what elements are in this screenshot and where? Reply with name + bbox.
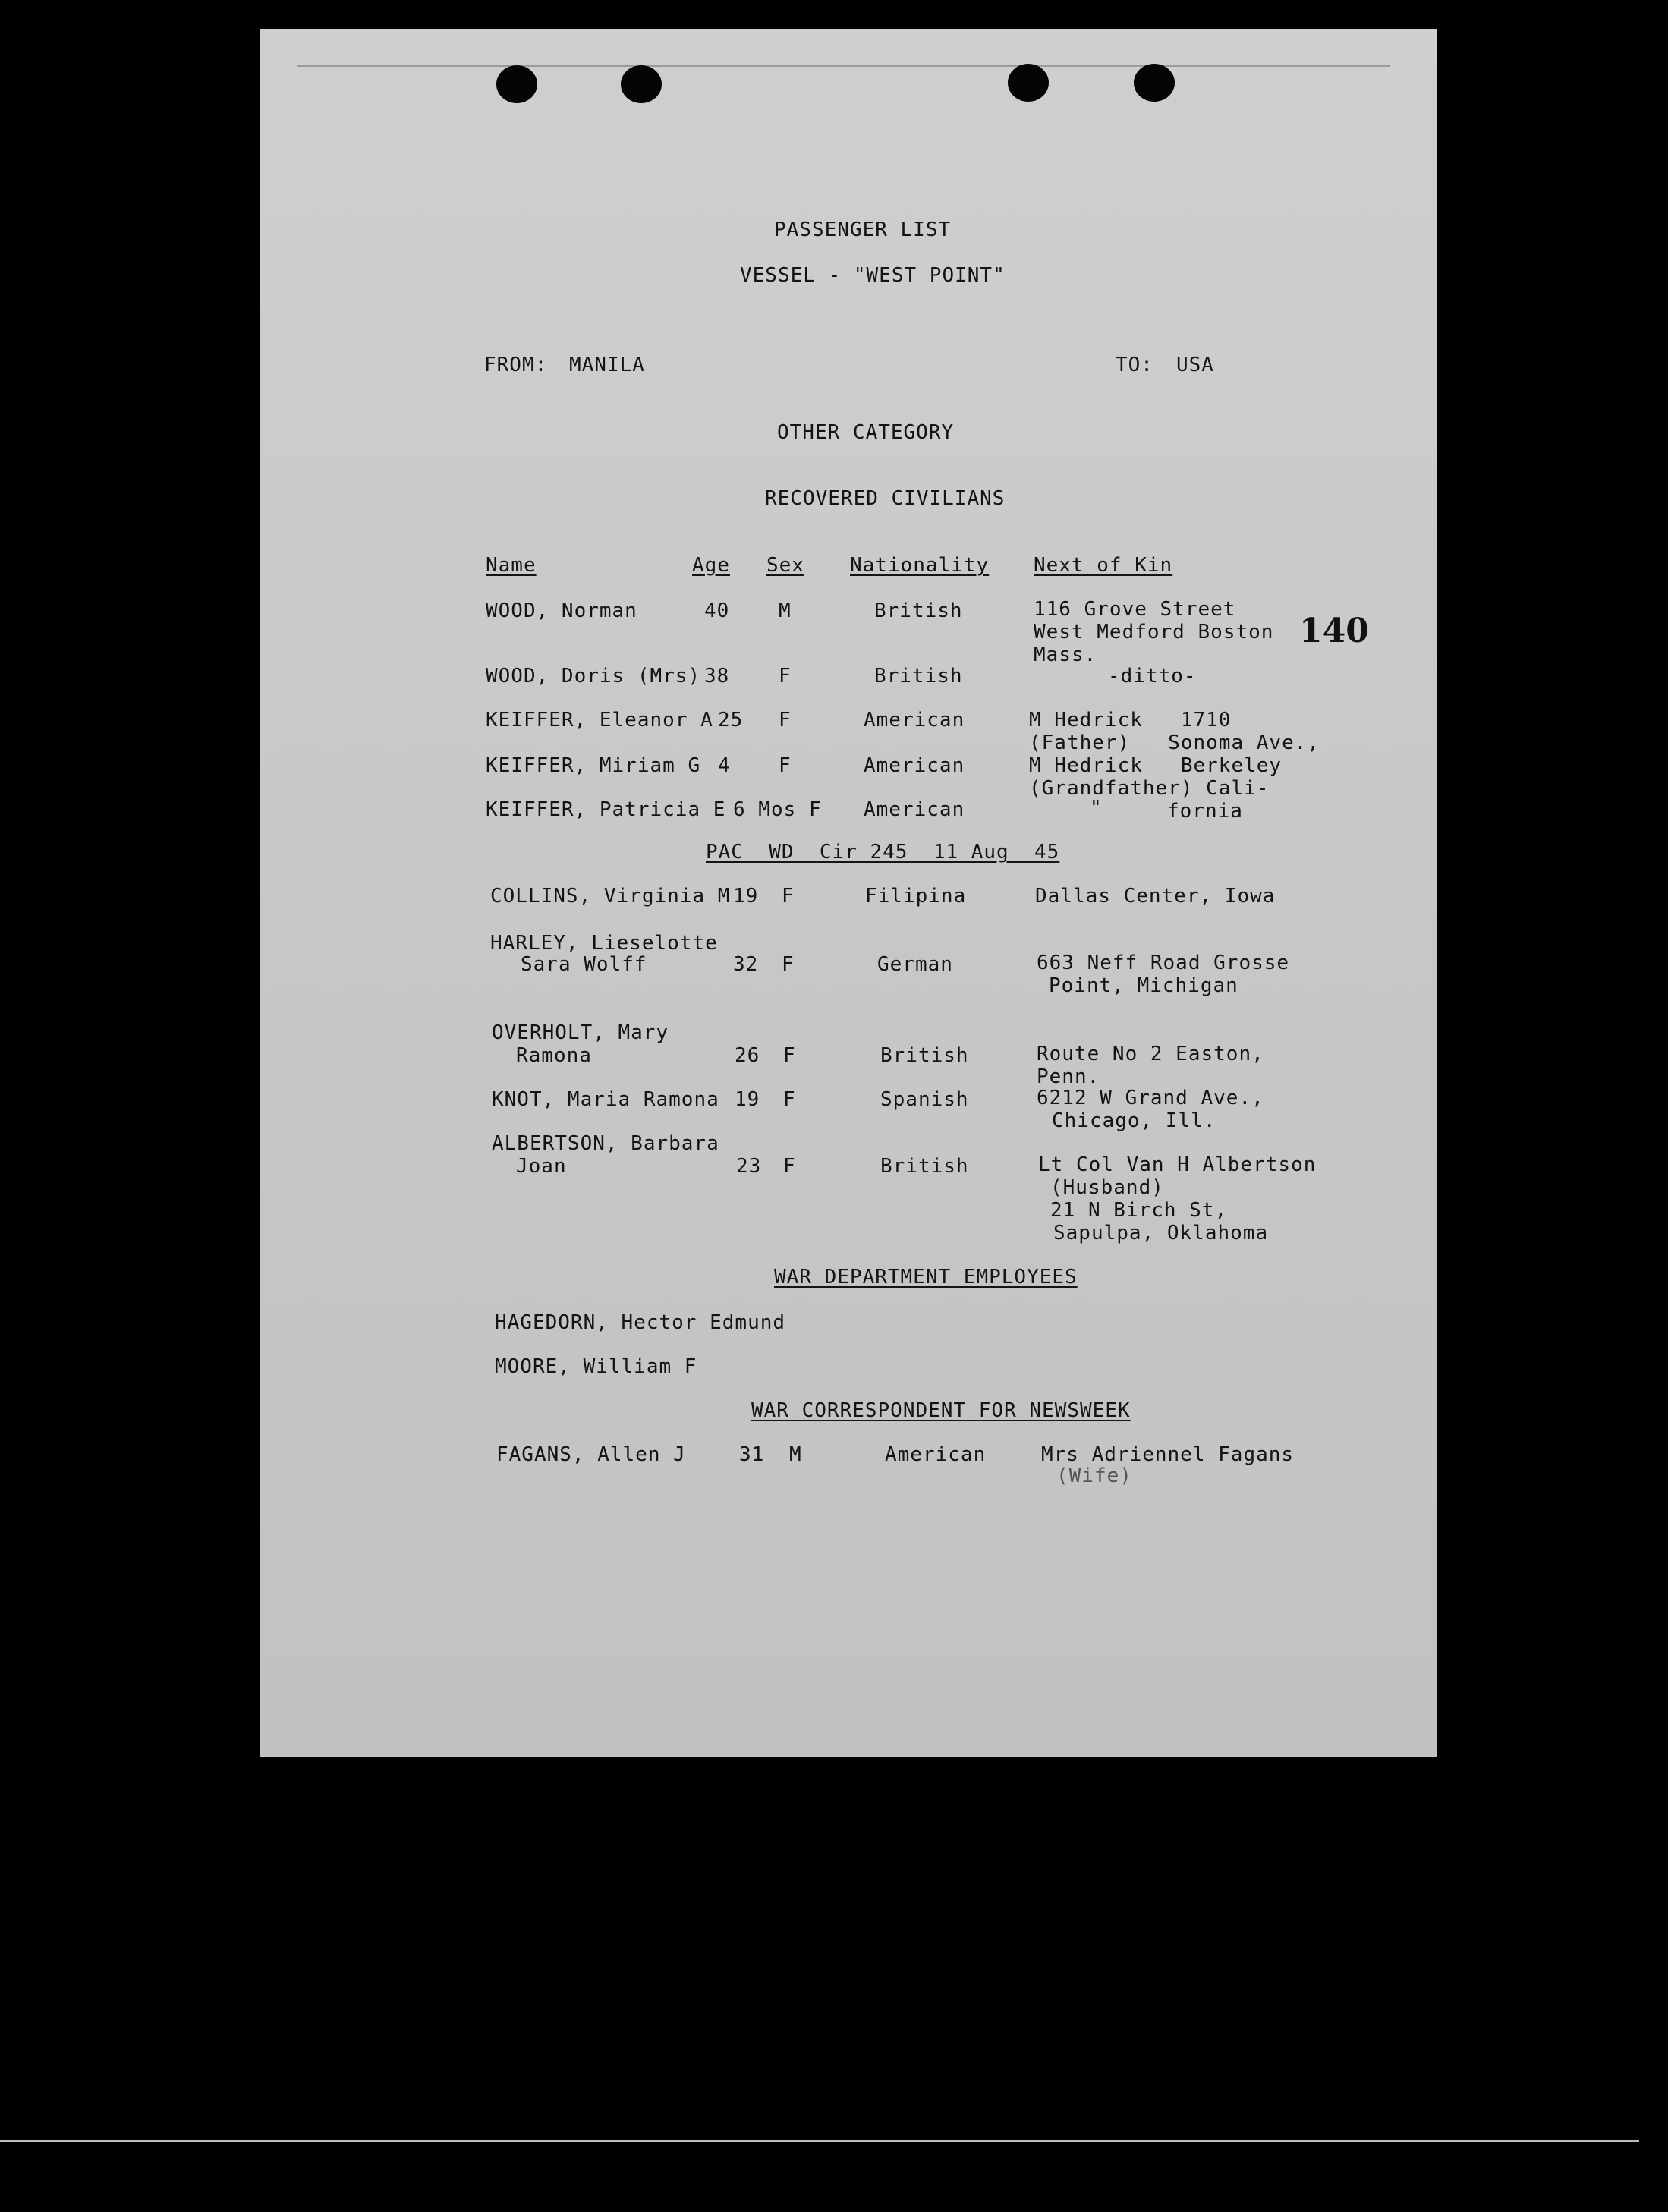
next-of-kin-line: (Father) Sonoma Ave., <box>1029 732 1320 754</box>
passenger-sex: F <box>783 1155 796 1178</box>
column-header-name: Name <box>486 554 537 577</box>
passenger-sex: M <box>789 1443 802 1466</box>
passenger-name: COLLINS, Virginia M <box>490 885 731 908</box>
next-of-kin-line: M Hedrick Berkeley <box>1029 754 1282 777</box>
next-of-kin-line: West Medford Boston <box>1034 621 1274 643</box>
passenger-name: WOOD, Doris (Mrs) <box>486 665 701 688</box>
passenger-name: OVERHOLT, Mary <box>492 1021 669 1044</box>
passenger-sex: F <box>782 885 795 908</box>
next-of-kin-line: -ditto- <box>1108 665 1197 688</box>
film-edge-rule <box>0 2140 1639 2142</box>
passenger-nationality: British <box>874 665 963 688</box>
passenger-name: KEIFFER, Miriam G <box>486 754 701 777</box>
passenger-nationality: American <box>864 709 965 732</box>
passenger-nationality: American <box>885 1443 987 1466</box>
passenger-name: ALBERTSON, Barbara <box>492 1132 719 1155</box>
next-of-kin-line: Sapulpa, Oklahoma <box>1053 1222 1269 1244</box>
punch-hole <box>496 65 537 103</box>
next-of-kin-line: fornia <box>1167 800 1243 823</box>
passenger-sex: M <box>779 599 792 622</box>
punch-hole <box>1008 64 1049 102</box>
passenger-nationality: British <box>874 599 963 622</box>
page-top-rule <box>297 65 1390 67</box>
passenger-name: FAGANS, Allen J <box>496 1443 686 1466</box>
next-of-kin-line: 116 Grove Street <box>1034 598 1236 621</box>
passenger-nationality: American <box>864 754 965 777</box>
punch-hole <box>621 65 662 103</box>
next-of-kin-line: (Husband) <box>1050 1176 1164 1199</box>
passenger-name: WOOD, Norman <box>486 599 637 622</box>
next-of-kin-line: Route No 2 Easton, <box>1037 1043 1264 1065</box>
passenger-age: 6 Mos <box>733 798 797 821</box>
passenger-name: Ramona <box>516 1044 592 1067</box>
passenger-name: KEIFFER, Patricia E <box>486 798 726 821</box>
passenger-sex: F <box>809 798 822 821</box>
circular-heading: PAC WD Cir 245 11 Aug 45 <box>706 841 1060 864</box>
column-header-nationality: Nationality <box>850 554 990 577</box>
passenger-age: 19 <box>735 1088 760 1111</box>
next-of-kin-line: Point, Michigan <box>1049 974 1238 997</box>
next-of-kin-line: Mrs Adriennel Fagans <box>1041 1443 1295 1466</box>
from-value: MANILA <box>569 354 645 376</box>
passenger-sex: F <box>782 953 795 976</box>
correspondent-heading: WAR CORRESPONDENT FOR NEWSWEEK <box>751 1399 1131 1422</box>
employee-name: MOORE, William F <box>495 1355 697 1378</box>
passenger-nationality: German <box>877 953 953 976</box>
passenger-age: 23 <box>736 1155 762 1178</box>
next-of-kin-line: Chicago, Ill. <box>1052 1109 1216 1132</box>
passenger-age: 19 <box>733 885 759 908</box>
column-header-age: Age <box>692 554 730 577</box>
passenger-age: 31 <box>739 1443 765 1466</box>
passenger-age: 25 <box>718 709 744 732</box>
next-of-kin-line: Penn. <box>1037 1065 1100 1088</box>
document-title: PASSENGER LIST <box>774 219 952 241</box>
subcategory-heading: RECOVERED CIVILIANS <box>765 487 1006 510</box>
passenger-nationality: Filipina <box>865 885 967 908</box>
vessel-line: VESSEL - "WEST POINT" <box>740 264 1006 287</box>
passenger-sex: F <box>783 1088 796 1111</box>
to-value: USA <box>1176 354 1214 376</box>
next-of-kin-line: Mass. <box>1034 643 1097 666</box>
column-header-sex: Sex <box>766 554 804 577</box>
punch-hole <box>1134 64 1175 102</box>
next-of-kin-line: M Hedrick 1710 <box>1029 709 1232 732</box>
column-header-next-of-kin: Next of Kin <box>1034 554 1173 577</box>
next-of-kin-line: (Wife) <box>1056 1465 1132 1487</box>
passenger-nationality: British <box>880 1044 969 1067</box>
passenger-name: KEIFFER, Eleanor A <box>486 709 713 732</box>
next-of-kin-line: 21 N Birch St, <box>1050 1199 1228 1222</box>
category-heading: OTHER CATEGORY <box>777 421 955 444</box>
war-department-heading: WAR DEPARTMENT EMPLOYEES <box>774 1266 1078 1288</box>
next-of-kin-line: (Grandfather) Cali- <box>1029 777 1270 800</box>
next-of-kin-line: 6212 W Grand Ave., <box>1037 1087 1264 1109</box>
passenger-sex: F <box>779 665 792 688</box>
next-of-kin-line: 663 Neff Road Grosse <box>1037 952 1290 974</box>
passenger-sex: F <box>779 754 792 777</box>
to-label: TO: <box>1116 354 1153 376</box>
passenger-sex: F <box>783 1044 796 1067</box>
from-label: FROM: <box>484 354 548 376</box>
next-of-kin-line: Lt Col Van H Albertson <box>1038 1153 1317 1176</box>
passenger-age: 4 <box>718 754 731 777</box>
next-of-kin-line: Dallas Center, Iowa <box>1035 885 1276 908</box>
passenger-name: Joan <box>516 1155 567 1178</box>
passenger-age: 38 <box>704 665 730 688</box>
passenger-name: HARLEY, Lieselotte <box>490 932 718 955</box>
passenger-age: 32 <box>733 953 759 976</box>
passenger-nationality: Spanish <box>880 1088 969 1111</box>
page-number: 140 <box>1299 612 1369 650</box>
passenger-nationality: British <box>880 1155 969 1178</box>
passenger-name: Sara Wolff <box>521 953 647 976</box>
passenger-age: 40 <box>704 599 730 622</box>
passenger-nationality: American <box>864 798 965 821</box>
passenger-name: KNOT, Maria Ramona <box>492 1088 719 1111</box>
employee-name: HAGEDORN, Hector Edmund <box>495 1311 786 1334</box>
next-of-kin-line: " <box>1090 797 1103 820</box>
passenger-sex: F <box>779 709 792 732</box>
passenger-age: 26 <box>735 1044 760 1067</box>
